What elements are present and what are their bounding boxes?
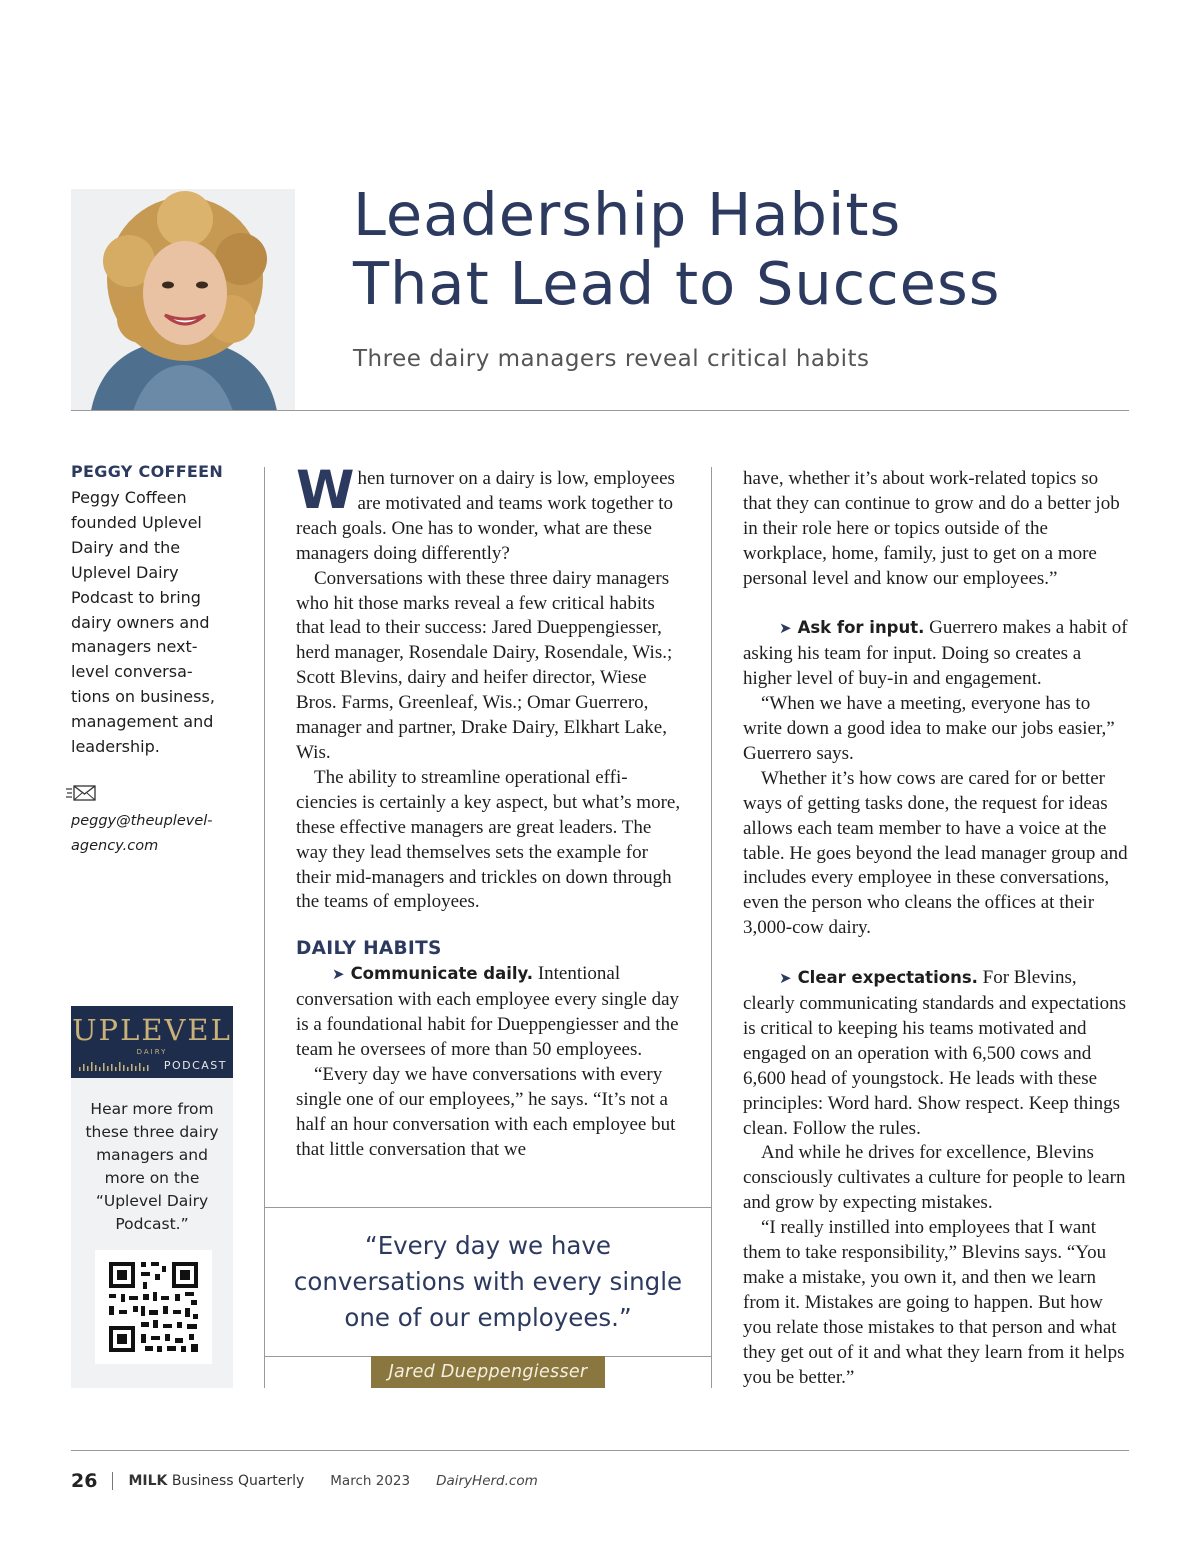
logo-word: UPLEVEL: [72, 1013, 232, 1047]
publication-rest: Business Quarterly: [167, 1473, 305, 1489]
promo-text: Hear more from these three dairy managers and more on the “Uplevel Dairy Podcast.”: [85, 1100, 219, 1233]
author-bio: Peggy Coffeen founded Uplevel Dairy and the Uplevel Dairy Podcast to bring dairy owners and managers next-level conversa-tions on business, management and leadership.: [71, 488, 215, 757]
paragraph-5: “Every day we have conversations with every single one of our employees,” he says. “It’s not a half an hour conversation with each employee but that little conversation that we: [296, 1063, 676, 1160]
podcast-promo: [71, 1006, 233, 1388]
paragraph-intro: [296, 460, 682, 567]
habit-text: Guerrero makes a habit of asking his team for input. Doing so creates a higher level of buy-in and engagement.: [743, 617, 1128, 690]
page-footer: [71, 1466, 538, 1496]
paragraph-2: Conversations with these three dairy managers who hit those marks reveal a few critical habits that lead to their success: Jared Dueppengiesser, herd manager, Rosendale Dairy, Rosendale, Wis.; Scott Blevins, dairy and heifer director, Wiese Bros. Farms, Greenleaf, Wis.; Omar Guerrero, manager and partner, Drake Dairy, Elkhart Lake, Wis.: [296, 567, 673, 763]
qr-code-icon: [95, 1250, 212, 1364]
footer-separator: [112, 1472, 113, 1490]
habit-clear-expectations: [743, 966, 1129, 1141]
email-icon: [65, 784, 97, 802]
author-email[interactable]: [71, 809, 231, 859]
pullquote-attribution: Jared Dueppengiesser: [371, 1356, 605, 1388]
website-link[interactable]: DairyHerd.com: [436, 1473, 538, 1489]
habit-lead-in: Communicate daily.: [350, 964, 534, 984]
article-column-1: [296, 460, 682, 1162]
author-photo: [71, 189, 295, 411]
article-column-2: [743, 467, 1129, 1391]
col2-paragraph-3: “When we have a meeting, everyone has to write down a good idea to make our jobs easier,” Guerrero says.: [743, 693, 1115, 764]
col2-paragraph-7: “I really instilled into employees that I want them to take responsibility,” Blevins says. “You make a mistake, you own it, and then we learn from it. Mistakes are going to happen. But how you relate those mistakes to that person and what they get out of it and what they learn from it helps you be better.”: [743, 1217, 1125, 1388]
arrow-icon: ➤: [332, 967, 345, 984]
habit-text: Intentional conversation with each employee every single day is a foundational habit for Dueppengiesser and the team he oversees of more than 50 employees.: [296, 963, 680, 1060]
pullquote: “Every day we have conversations with every single one of our employees.”: [293, 1231, 683, 1332]
podcast-logo: [71, 1006, 233, 1078]
column-rule-right: [711, 467, 712, 1388]
qr-code[interactable]: [95, 1250, 212, 1364]
pullquote-rule-top: [264, 1207, 711, 1208]
section-heading: DAILY HABITS: [296, 938, 442, 960]
email-line-2: agency.com: [71, 838, 159, 854]
title-line-1: Leadership Habits: [353, 180, 902, 249]
logo-sub: DAIRY: [136, 1048, 168, 1056]
habit-lead-in: Ask for input.: [797, 618, 925, 638]
footer-divider: [71, 1450, 1129, 1451]
habit-communicate: [296, 962, 682, 1063]
habit-ask-input: [743, 616, 1129, 692]
column-rule-left: [264, 467, 265, 1388]
article-subtitle: Three dairy managers reveal critical habits: [353, 346, 870, 372]
col2-paragraph-6: And while he drives for excellence, Blevins consciously cultivates a culture for people to learn and grow by expecting mistakes.: [743, 1142, 1126, 1214]
intro-text: hen turnover on a dairy is low, employees are motivated and teams work together to reach goals. One has to wonder, what are these managers doing differently?: [296, 468, 675, 564]
page-number: 26: [71, 1470, 98, 1492]
logo-podcast: PODCAST: [163, 1059, 227, 1072]
habit-lead-in: Clear expectations.: [797, 968, 978, 988]
article-title: [353, 180, 1153, 318]
paragraph-3: The ability to streamline operational efficiencies is certainly a key aspect, but what’s more, these effective managers are great leaders. The way they lead themselves sets the example for their mid-managers and trickles on down through the teams of employees.: [296, 766, 681, 913]
arrow-icon: ➤: [779, 971, 792, 988]
author-name: PEGGY COFFEEN: [71, 462, 224, 481]
header-divider: [71, 410, 1129, 411]
issue-date: March 2023: [330, 1473, 411, 1489]
author-photo-icon: [71, 189, 295, 411]
habit-text: For Blevins, clearly communicating standards and expectations is critical to keeping his teams motivated and engaged on an operation with 6,500 cows and 6,600 head of youngstock. He leads with these principles: Word hard. Show respect. Keep things clean. Follow the rules.: [743, 967, 1127, 1139]
email-line-1: peggy@theuplevel-: [71, 813, 213, 829]
publication-name: [128, 1473, 304, 1489]
arrow-icon: ➤: [779, 621, 792, 638]
publication-bold: MILK: [128, 1473, 168, 1489]
col2-paragraph-4: Whether it’s how cows are cared for or better ways of getting tasks done, the request for ideas allows each team member to have a voice at the table. He goes beyond the lead manager group and includes every employee in these conversations, even the person who cleans the offices at their 3,000-cow dairy.: [743, 767, 1128, 939]
drop-cap: W: [296, 460, 355, 521]
col2-paragraph-1: have, whether it’s about work-related topics so that they can continue to grow and do a better job in their role here or topics outside of the workplace, home, family, just to get on a more personal level and know our employees.”: [743, 468, 1120, 589]
title-line-2: That Lead to Success: [353, 249, 1001, 318]
soundwave-icon: [79, 1061, 151, 1071]
